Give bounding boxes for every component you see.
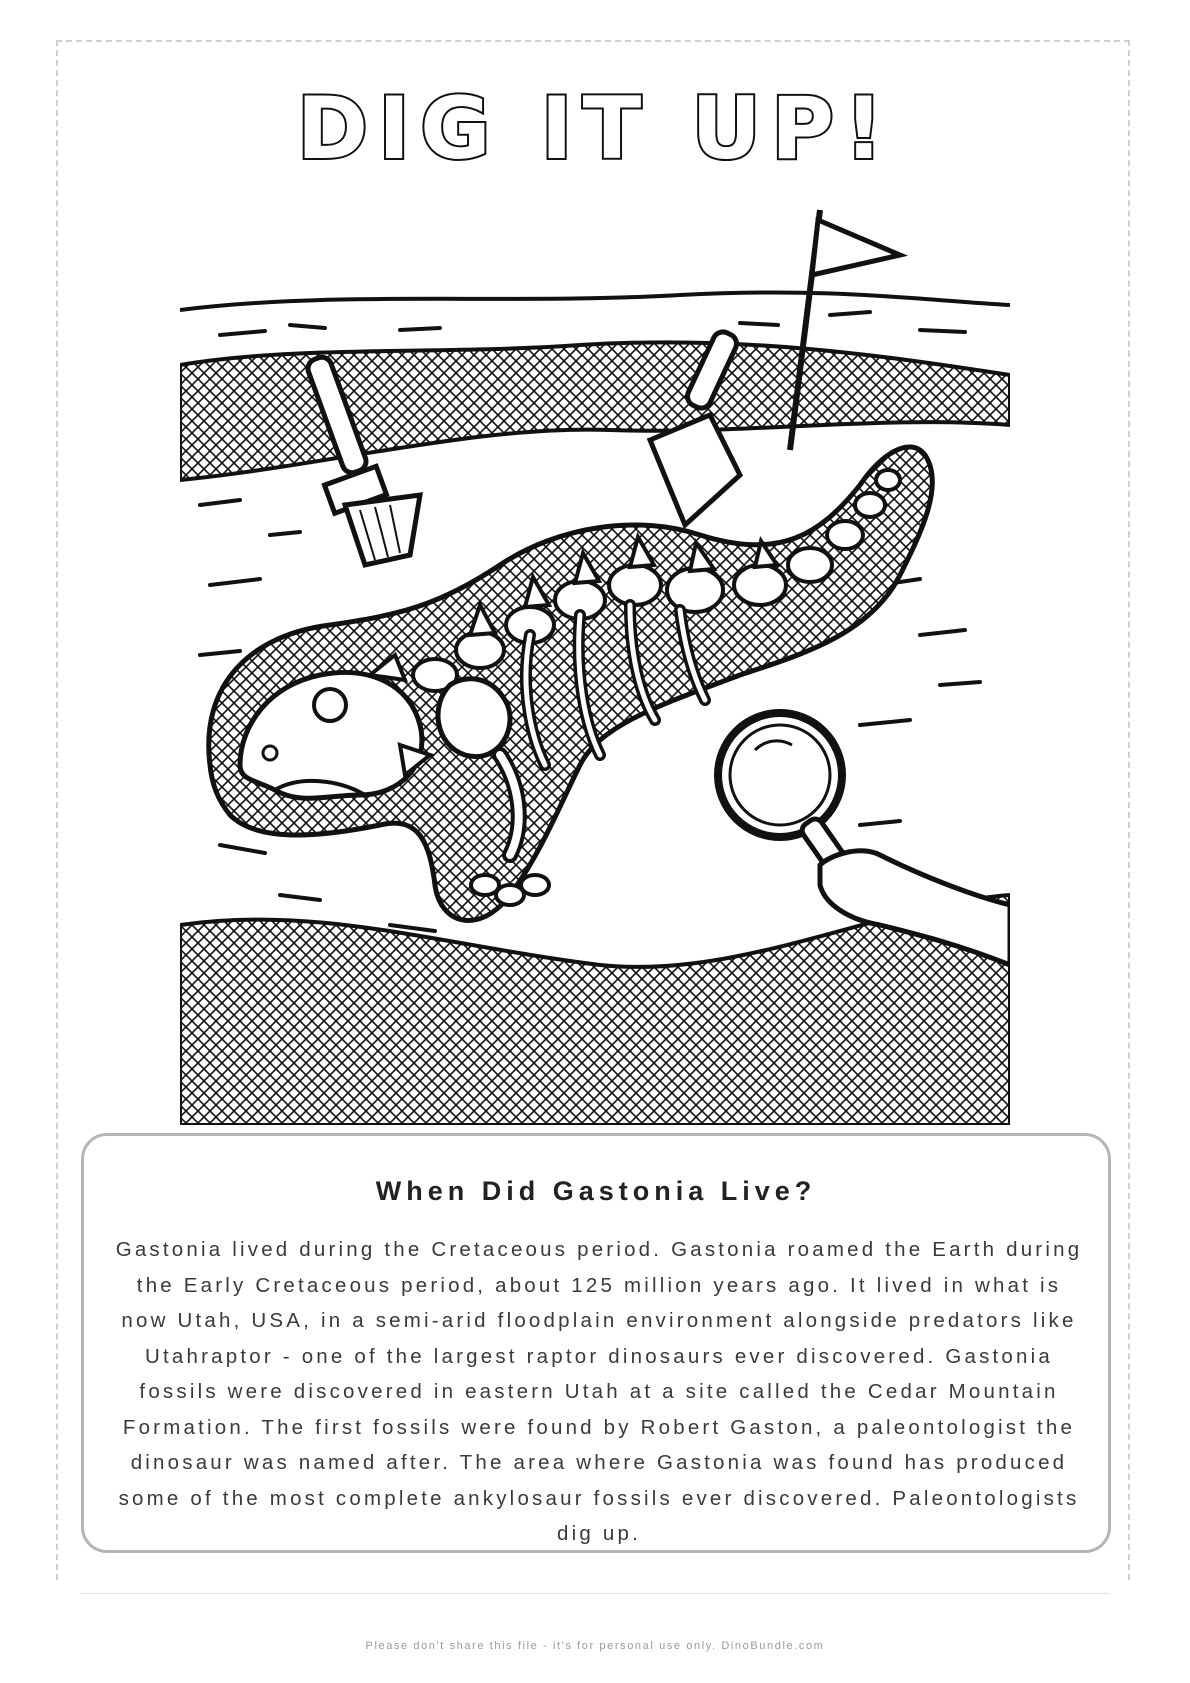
info-body: Gastonia lived during the Cretaceous period. Gastonia roamed the Earth during the Early Cretaceous period, about 125 million years ago. It lived in what is now Utah, USA, in a semi-arid floodplain environment alongside predators like Utahraptor - one of the largest raptor dinosaurs ever discovered. Gastonia fossils were discovered in eastern Utah at a site called the Cedar Mountain Formation. The first fossils were found by Robert Gaston, a paleontologist the dinosaur was named after. The area where Gastonia was found has produced some of the most complete ankylosaur fossils ever discovered. Paleontologists dig up. <box>115 1238 1083 1545</box>
page-title: DIG IT UP! <box>296 79 894 179</box>
info-box <box>81 1133 1111 1553</box>
info-heading: When Did Gastonia Live? <box>375 1176 817 1206</box>
dig-site-illustration <box>180 205 1010 1125</box>
footer-divider <box>80 1593 1110 1594</box>
footer-notice: Please don't share this file - it's for personal use only. DinoBundle.com <box>365 1640 825 1652</box>
